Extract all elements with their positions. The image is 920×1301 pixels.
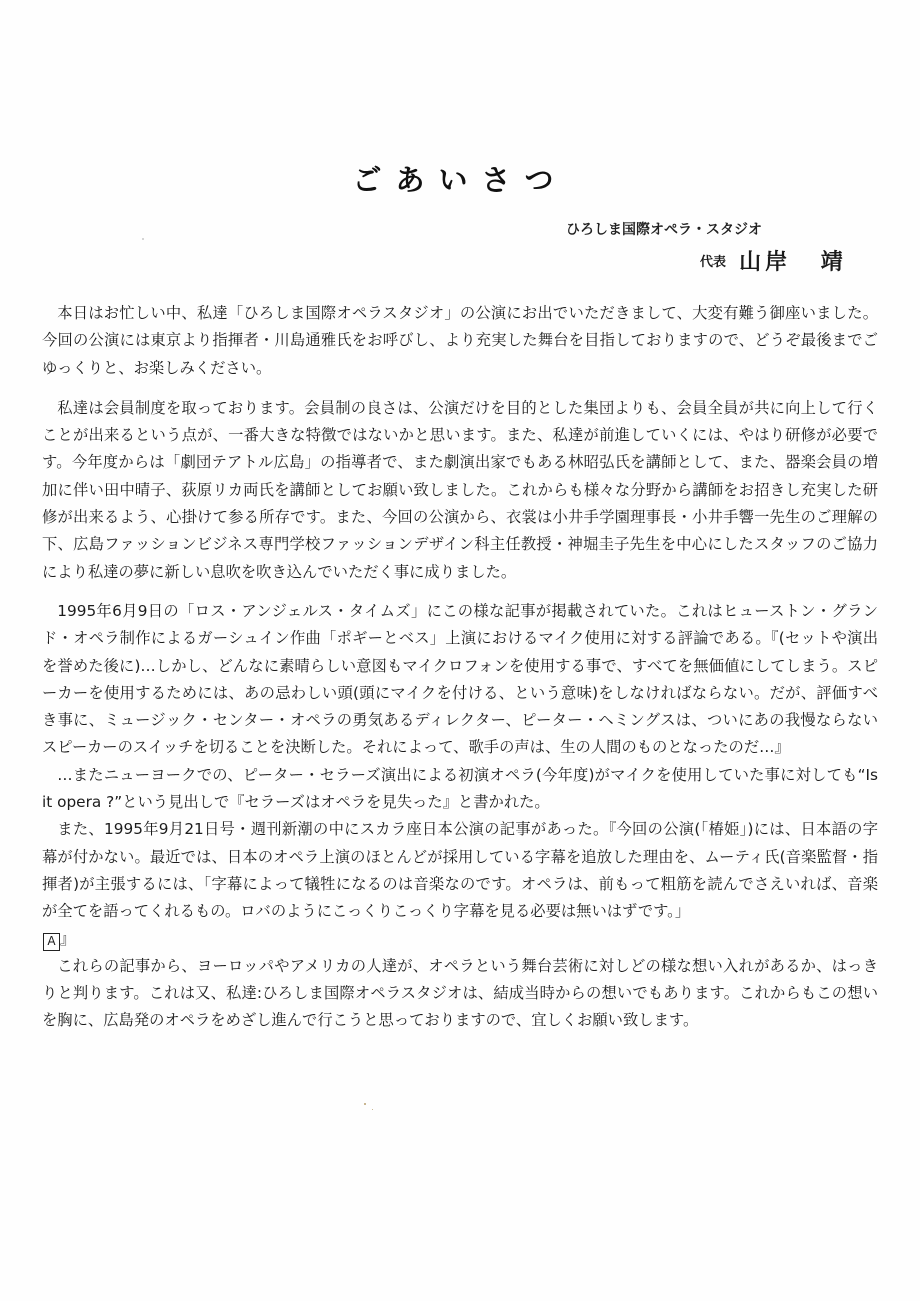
paragraph-la-times: 1995年6月9日の「ロス・アンジェルス・タイムズ」にこの様な記事が掲載されていた。これはヒューストン・グランド・オペラ制作によるガーシュイン作曲「ポギーとベス」上演におけるマイク使用に対する評論である。『(セットや演出を誉めた後に)…しかし、どんなに素晴らしい意図もマイクロフォンを使用する事で、すべてを無価値にしてしまう。スピーカーを使用するためには、あの忌わしい頭(頭にマイクを付ける、という意味)をしなければならない。だが、評価すべき事に、ミュージック・センター・オペラの勇気あるディレクター、ピーター・ヘミングスは、ついにあの我慢ならないスピーカーのスイッチを切ることを決断した。それによって、歌手の声は、生の人間のものとなったのだ…』 [42,601,878,757]
paper-speck [364,1103,366,1105]
representative-label: 代表 [700,255,727,270]
paragraph-greeting: 本日はお忙しい中、私達「ひろしま国際オペラスタジオ」の公演にお出でいただきまして、大変有難う御座いました。今回の公演には東京より指揮者・川島通雅氏をお呼びし、より充実した舞台を目指しておりますので、どうぞ最後までごゆっくりと、お楽しみください。 [42,304,878,377]
representative-name: 山岸 靖 [739,249,847,275]
paper-speck [372,1109,373,1110]
paragraph-closing: これらの記事から、ヨーロッパやアメリカの人達が、オペラという舞台芸術に対しどの様な想い入れがあるか、はっきりと判ります。これは又、私達:ひろしま国際オペラスタジオは、結成当時からの想いでもあります。これからもこの想いを胸に、広島発のオペラをめざし進んで行こうと思っておりますので、宜しくお願い致します。 [42,956,878,1030]
page-title: ごあいさつ [352,163,568,197]
source-mark-box: A [43,933,60,951]
paragraph-membership: 私達は会員制度を取っております。会員制の良さは、公演だけを目的とした集団よりも、会員全員が共に向上して行くことが出来るという点が、一番大きな特徴ではないかと思います。また、私達が前進していくには、やはり研修が必要です。今年度からは「劇団テアトル広島」の指導者で、また劇演出家でもある林昭弘氏を講師として、また、器楽会員の増加に伴い田中晴子、荻原リカ両氏を講師としてお願い致しました。これからも様々な分野から講師をお招きし充実した研修が出来るよう、心掛けて参る所存です。また、今回の公演から、衣裳は小井手学園理事長・小井手響一先生のご理解の下、広島ファッションビジネス専門学校ファッションデザイン科主任教授・神堀圭子先生を中心にしたスタッフのご協力により私達の夢に新しい息吹を吹き込んでいただく事に成りました。 [42,398,878,581]
paragraph-scala [42,816,878,952]
letter-body [42,300,878,1035]
organization-name: ひろしま国際オペラ・スタジオ [566,222,762,238]
paragraph-new-york: …またニューヨークでの、ピーター・セラーズ演出による初演オペラ(今年度)がマイクを使用していた事に対しても“Is it opera ?”という見出しで『セラーズはオペラを見失った』と書かれた。 [42,765,878,812]
representative-line [700,245,847,276]
closing-bracket: 』 [60,929,76,948]
paragraph-scala-text: また、1995年9月21日号・週刊新潮の中にスカラ座日本公演の記事があった。『今回の公演(「椿姫」)には、日本語の字幕が付かない。最近では、日本のオペラ上演のほとんどが採用している字幕を追放した理由を、ムーティ氏(音楽監督・指揮者)が主張するには、「字幕によって犠牲になるのは音楽なのです。オペラは、前もって粗筋を読んでさえいれば、音楽が全てを語ってくれるもの。ロバのようにこっくりこっくり字幕を見る必要は無いはずです。」 [42,820,878,921]
paper-speck [142,238,144,240]
